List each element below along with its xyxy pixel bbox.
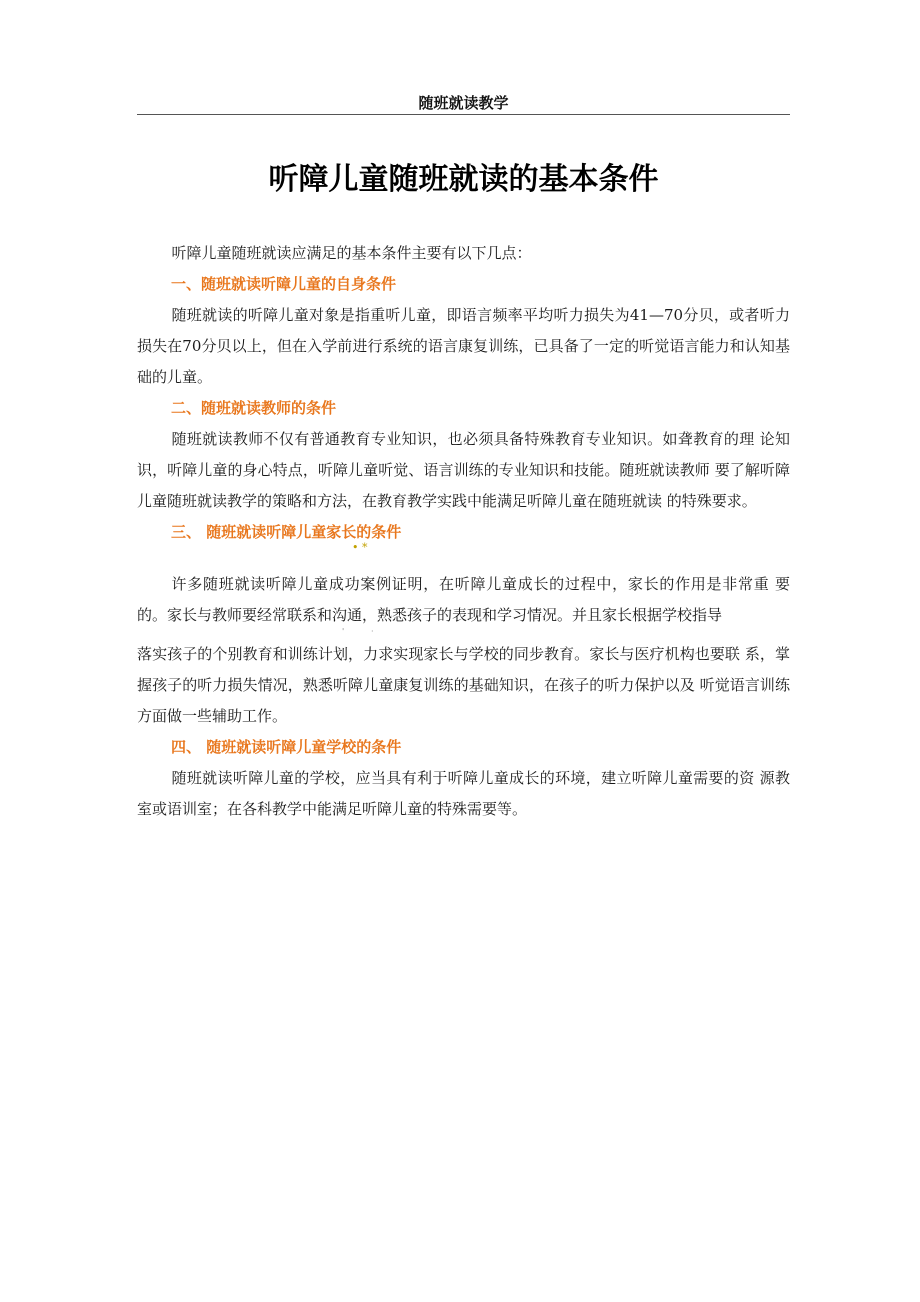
section-3-heading: 三、 随班就读听障儿童家长的条件 bbox=[171, 523, 402, 541]
document-body bbox=[137, 238, 790, 825]
header-divider bbox=[137, 114, 790, 115]
section-3-paragraph-1: 许多随班就读听障儿童成功案例证明，在听障儿童成长的过程中，家长的作用是非常重 要的。家长与教师要经常联系和沟通，熟悉孩子的表现和学习情况。并且家长根据学校指导 bbox=[137, 575, 790, 624]
stray-marks: • * bbox=[352, 541, 368, 554]
intro-paragraph: 听障儿童随班就读应满足的基本条件主要有以下几点： bbox=[171, 244, 532, 262]
section-1-paragraph: 随班就读的听障儿童对象是指重听儿童，即语言频率平均听力损失为41—70分贝，或者听力损失在70分贝以上，但在入学前进行系统的语言康复训练，已具备了一定的听觉语言能力和认知基础的儿童。 bbox=[137, 306, 790, 386]
stray-ticks-row bbox=[137, 627, 790, 639]
running-header: 随班就读教学 bbox=[418, 94, 509, 112]
section-4-paragraph: 随班就读听障儿童的学校，应当具有利于听障儿童成长的环境，建立听障儿童需要的资 源教室或语训室；在各科教学中能满足听障儿童的特殊需要等。 bbox=[137, 769, 790, 818]
section-3-paragraph-2: 落实孩子的个别教育和训练计划，力求实现家长与学校的同步教育。家长与医疗机构也要联 系，掌握孩子的听力损失情况，熟悉听障儿童康复训练的基础知识，在孩子的听力保护以及 听觉语言训练方面做一些辅助工作。 bbox=[137, 645, 790, 725]
stray-tick-1: ' bbox=[342, 627, 345, 636]
page-title: 听障儿童随班就读的基本条件 bbox=[268, 162, 659, 197]
section-2-paragraph: 随班就读教师不仅有普通教育专业知识，也必须具备特殊教育专业知识。如聋教育的理 论知识，听障儿童的身心特点，听障儿童听觉、语言训练的专业知识和技能。随班就读教师 要了解听障儿童随班就读教学的策略和方法，在教育教学实践中能满足听障儿童在随班就读 的特殊要求。 bbox=[137, 430, 790, 510]
section-4-heading: 四、 随班就读听障儿童学校的条件 bbox=[171, 738, 402, 756]
stray-tick-2: · bbox=[371, 627, 374, 636]
section-2-heading: 二、随班就读教师的条件 bbox=[171, 399, 337, 417]
section-1-heading: 一、随班就读听障儿童的自身条件 bbox=[171, 275, 397, 293]
